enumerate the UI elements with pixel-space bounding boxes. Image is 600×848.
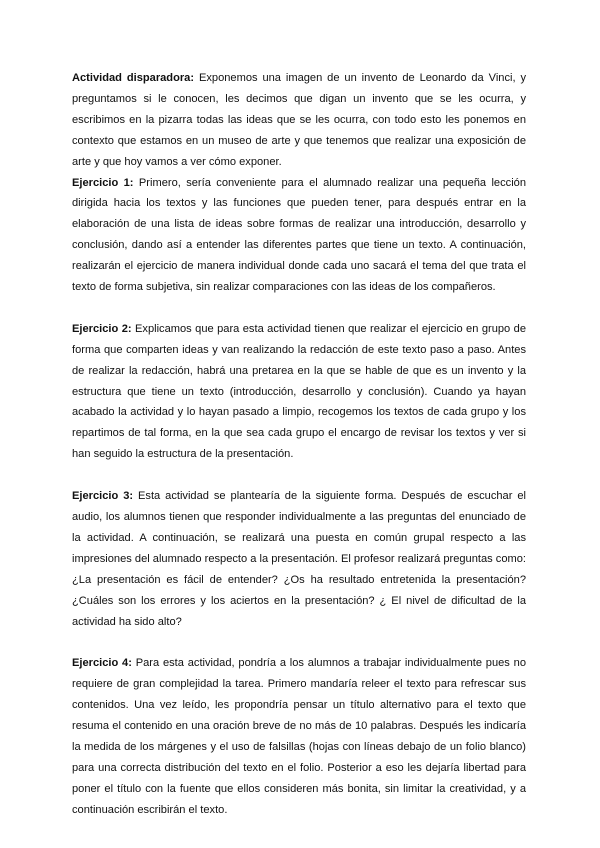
paragraph-actividad-disparadora	[72, 68, 526, 173]
paragraph-heading: Ejercicio 2:	[72, 322, 132, 335]
paragraph-ejercicio-1	[72, 173, 526, 298]
document-page	[72, 68, 526, 821]
paragraph-heading: Ejercicio 1:	[72, 176, 134, 189]
paragraph-ejercicio-2	[72, 319, 526, 465]
paragraph-ejercicio-3	[72, 486, 526, 632]
paragraph-body: Esta actividad se plantearía de la siguiente forma. Después de escuchar el audio, los alumnos tienen que responder individualmente a las preguntas del enunciado de la actividad. A continuación, se realizará una puesta en común grupal respecto a las impresiones del alumnado respecto a la presentación. El profesor realizará preguntas como: ¿La presentación es fácil de entender? ¿Os ha resultado entretenida la presentación? ¿Cuáles son los errores y los aciertos en la presentación? ¿ El nivel de dificultad de la actividad ha sido alto?	[72, 490, 526, 628]
paragraph-heading: Ejercicio 3:	[72, 490, 134, 503]
paragraph-body: Explicamos que para esta actividad tienen que realizar el ejercicio en grupo de forma que comparten ideas y van realizando la redacción de este texto paso a paso. Antes de realizar la redacción, habrá una pretarea en la que se hable de que es un invento y la estructura que tiene un texto (introducción, desarrollo y conclusión). Cuando ya hayan acabado la actividad y lo hayan pasado a limpio, recogemos los textos de cada grupo y los repartimos de tal forma, en la que sea cada grupo el encargo de revisar los textos y ver si han seguido la estructura de la presentación.	[72, 322, 526, 461]
paragraph-heading: Ejercicio 4:	[72, 657, 132, 670]
paragraph-body: Para esta actividad, pondría a los alumnos a trabajar individualmente pues no requiere de gran complejidad la tarea. Primero mandaría releer el texto para refrescar sus contenidos. Una vez leído, les propondría pensar un título alternativo para el texto que resuma el contenido en una oración breve de no más de 10 palabras. Después les indicaría la medida de los márgenes y el uso de falsillas (hojas con líneas debajo de un folio blanco) para una correcta distribución del texto en el folio. Posterior a eso les dejaría libertad para poner el título con la fuente que ellos consideren más bonita, sin limitar la creatividad, y a continuación escribirán el texto.	[72, 657, 526, 816]
paragraph-body: Exponemos una imagen de un invento de Leonardo da Vinci, y preguntamos si le conocen, les decimos que digan un invento que se les ocurra, y escribimos en la pizarra todas las ideas que se les ocurra, con todo esto les ponemos en contexto que estamos en un museo de arte y que tenemos que realizar una exposición de arte y que hoy vamos a ver cómo exponer.	[72, 72, 526, 168]
paragraph-ejercicio-4	[72, 653, 526, 820]
paragraph-heading: Actividad disparadora:	[72, 72, 195, 84]
paragraph-body: Primero, sería conveniente para el alumnado realizar una pequeña lección dirigida hacia los textos y las funciones que pueden tener, para después entrar en la elaboración de una lista de ideas sobre formas de realizar una introducción, desarrollo y conclusión, dando así a entender las diferentes partes que tiene un texto. A continuación, realizarán el ejercicio de manera individual donde cada uno sacará el tema del que trata el texto de forma subjetiva, sin realizar comparaciones con las ideas de los compañeros.	[72, 176, 526, 294]
